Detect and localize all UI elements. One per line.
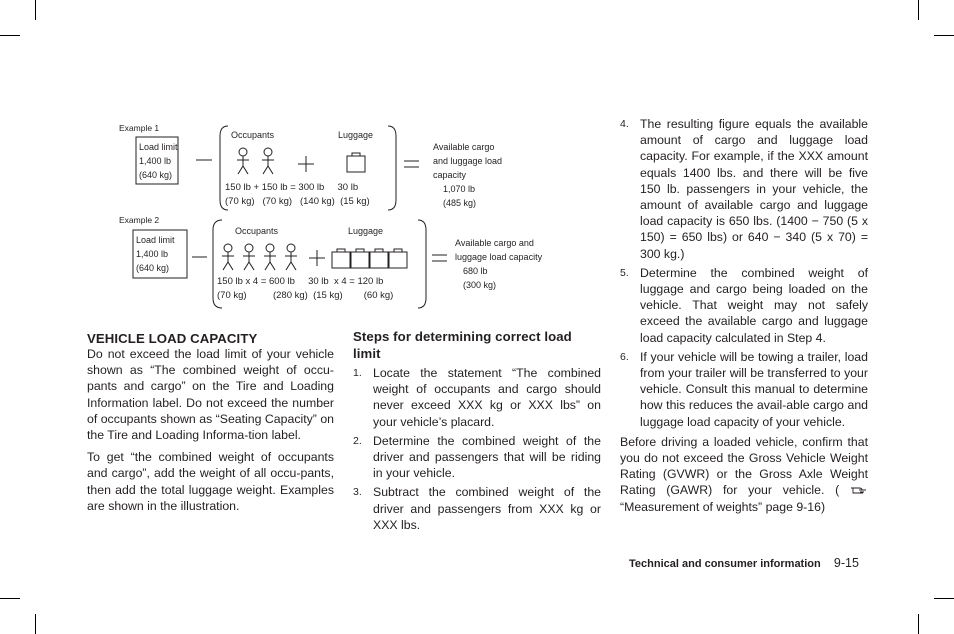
crop-mark-tl-v bbox=[35, 0, 36, 20]
example-2-load-limit-title: Load limit bbox=[136, 235, 175, 245]
crop-mark-br-v bbox=[918, 614, 919, 634]
example-2-weights-kg: (70 kg) (280 kg) (15 kg) (60 kg) bbox=[217, 290, 394, 301]
example-2 bbox=[119, 215, 543, 308]
crop-mark-br-h bbox=[934, 598, 954, 599]
example-1-result-kg: (485 kg) bbox=[443, 198, 477, 208]
cross-reference-link[interactable]: “Measurement of weights” page 9-16) bbox=[620, 499, 826, 514]
crop-mark-bl-h bbox=[0, 598, 20, 599]
list-item: 5. Determine the combined weight of luggage and cargo being loaded on the vehicle. That weight may not safely exceed the available cargo and luggage load capacity calculated in Step 4. bbox=[620, 265, 868, 345]
occupant-icon bbox=[262, 148, 274, 174]
list-item: 4. The resulting figure equals the available amount of cargo and luggage load capacity. For example, if the XXX amount equals 1400 lbs. and there will be five 150 lb. passengers in your vehicle, the amount of available cargo and luggage load capacity is 650 lbs. (1400 − 750 (5 x 150) = 650 lbs) or 640 − 340 (5 x 70) = 300 kg.) bbox=[620, 117, 868, 261]
example-1-weights-kg: (70 kg) (70 kg) (140 kg) (15 kg) bbox=[225, 196, 370, 207]
example-1-result-line1: Available cargo bbox=[433, 142, 495, 152]
example-2-result-line1: Available cargo and bbox=[455, 238, 534, 248]
example-2-result-kg: (300 kg) bbox=[463, 280, 497, 290]
example-2-result-line2: luggage load capacity bbox=[455, 252, 543, 262]
example-2-load-limit-lb: 1,400 lb bbox=[136, 249, 169, 259]
example-1-right-bracket bbox=[388, 126, 396, 210]
paragraph-load-limit: Do not exceed the load limit of your vehicle shown as “The combined weight of occu-pants and cargo” on the Tire and Loading Information label. Do not exceed the number of occupants shown as “Seating Capacity” on the Tire and Loading Informa-tion label. bbox=[87, 347, 334, 443]
luggage-icon bbox=[389, 249, 407, 268]
steps-list-part1 bbox=[353, 365, 601, 533]
luggage-icon bbox=[347, 153, 365, 172]
column-1 bbox=[87, 346, 334, 520]
list-item: 2. Determine the combined weight of the driver and passengers that will be riding in your vehicle. bbox=[353, 433, 601, 481]
list-item: 1. Locate the statement “The combined weight of occupants and cargo should never exceed XXX kg or XXX lbs” on your vehicle’s placard. bbox=[353, 366, 601, 429]
example-1-load-limit-lb: 1,400 lb bbox=[139, 156, 172, 166]
example-1-label: Example 1 bbox=[119, 123, 160, 133]
page-footer bbox=[629, 556, 859, 570]
example-2-weights-lb: 150 lb x 4 = 600 lb 30 lb x 4 = 120 lb bbox=[217, 276, 384, 287]
occupant-icon bbox=[243, 244, 255, 270]
example-1-luggage-label: Luggage bbox=[338, 130, 374, 140]
crop-mark-tr-v bbox=[918, 0, 919, 20]
footer-section-title: Technical and consumer information bbox=[629, 558, 821, 570]
example-2-label: Example 2 bbox=[119, 215, 160, 225]
occupant-icon bbox=[285, 244, 297, 270]
example-1-result-lb: 1,070 lb bbox=[443, 184, 476, 194]
example-1 bbox=[119, 123, 502, 210]
section-heading-vehicle-load-capacity: VEHICLE LOAD CAPACITY bbox=[87, 331, 258, 346]
example-1-occupants-label: Occupants bbox=[231, 130, 275, 140]
pointing-hand-icon bbox=[850, 483, 868, 495]
crop-mark-tl-h bbox=[0, 35, 20, 36]
occupant-icon bbox=[264, 244, 276, 270]
example-2-result-lb: 680 lb bbox=[463, 266, 488, 276]
example-1-load-limit-kg: (640 kg) bbox=[139, 170, 173, 180]
example-2-load-limit-kg: (640 kg) bbox=[136, 263, 170, 273]
paragraph-before-driving: Before driving a loaded vehicle, confirm that you do not exceed the Gross Vehicle Weight Rating (GVWR) or the Gross Axle Weight Rating (GAWR) for your vehicle. ( “Measurement of weights” page 9-16) bbox=[620, 434, 868, 514]
load-examples-illustration bbox=[112, 118, 632, 318]
list-item: 3. Subtract the combined weight of the driver and passengers from XXX kg or XXX lbs. bbox=[353, 485, 601, 532]
occupant-icon bbox=[222, 244, 234, 270]
occupant-icon bbox=[237, 148, 249, 174]
column-2 bbox=[353, 328, 601, 536]
page-number: 9-15 bbox=[833, 556, 859, 570]
example-1-weights-lb: 150 lb + 150 lb = 300 lb 30 lb bbox=[225, 182, 359, 193]
example-1-result-line2: and luggage load bbox=[433, 156, 503, 166]
example-2-luggage-label: Luggage bbox=[348, 226, 384, 236]
list-item: 6. If your vehicle will be towing a trailer, load from your trailer will be transferred to your vehicle. Consult this manual to determine how this reduces the avail-able cargo and luggage load capacity of your vehicle. bbox=[620, 349, 868, 429]
steps-list-part2 bbox=[620, 116, 868, 430]
steps-heading: Steps for determining correct load limit bbox=[353, 329, 572, 361]
crop-mark-tr-h bbox=[934, 35, 954, 36]
example-2-occupants-label: Occupants bbox=[235, 226, 279, 236]
example-1-load-limit-title: Load limit bbox=[139, 142, 178, 152]
crop-mark-bl-v bbox=[35, 614, 36, 634]
luggage-icon bbox=[332, 249, 350, 268]
paragraph-combined-weight: To get “the combined weight of occupants and cargo”, add the weight of all occu-pants, then add the total luggage weight. Examples are shown in the illustration. bbox=[87, 450, 334, 513]
column-3 bbox=[620, 116, 868, 521]
example-1-result-line3: capacity bbox=[433, 170, 467, 180]
luggage-icon bbox=[370, 249, 388, 268]
example-2-right-bracket bbox=[418, 220, 426, 308]
luggage-icon bbox=[351, 249, 369, 268]
